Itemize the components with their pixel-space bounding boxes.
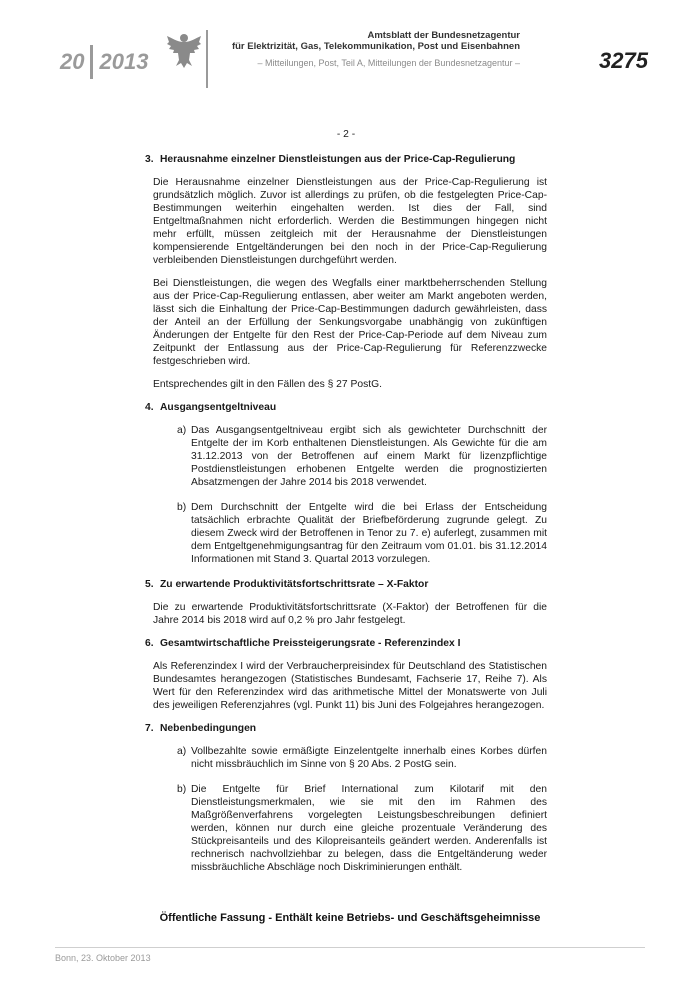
public-version-notice: Öffentliche Fassung - Enthält keine Betriebs- und Geschäftsgeheimnisse: [159, 912, 541, 924]
section-title: Zu erwartende Produktivitätsfortschrittsrate – X-Faktor: [160, 579, 429, 590]
header-title: [218, 30, 520, 52]
issue-year: 2013: [99, 49, 149, 74]
section-5-heading: [145, 578, 547, 591]
section-3-paragraph-1: Die Herausnahme einzelner Dienstleistungen aus der Price-Cap-Regulierung ist grundsätzlich möglich. Zuvor ist allerdings zu prüfen, ob die festgelegten Price-Cap-Bestimmungen weiterhin eingehalten werden. Ist dies der Fall, sind Entgeltmaßnahmen nicht erforderlich. Werden die Bestimmungen hingegen nicht mehr erfüllt, müssen zeitgleich mit der Herausnahme der Dienstleistungen kompensierende Entgeltänderungen bei den noch in der Price-Cap-Regulierung verbleibenden Dienstleistungen durchgeführt werden.: [153, 177, 547, 266]
item-text: Die Entgelte für Brief International zum Kilotarif mit den Dienstleistungsmerkmalen, wie sie mit den im Rahmen des Maßgrößenverfahrens vorgelegten Leistungsbeschreibungen definiert werden, können nur durch eine gleiche prozentuale Veränderung des Stückpreisanteils und des Kilopreisanteils geändert werden. Anderenfalls ist rechnerisch nachvollziehbar zu belegen, dass die Entgeltänderung weder missbräuchliche Abschläge noch Diskriminierungen enthält.: [191, 784, 547, 873]
section-title: Herausnahme einzelner Dienstleistungen aus der Price-Cap-Regulierung: [160, 154, 516, 165]
section-title: Nebenbedingungen: [160, 723, 257, 734]
header-title-line-2: für Elektrizität, Gas, Telekommunikation, Post und Eisenbahnen: [231, 41, 520, 52]
section-4-item-a: [177, 424, 547, 489]
page-number: 3275: [599, 48, 648, 73]
item-text: Das Ausgangsentgeltniveau ergibt sich als gewichteter Durchschnitt der Entgelte der im Korb enthaltenen Dienstleistungen. Als Gewichte für die am 31.12.2013 von der Betroffenen auf einem Markt für lizenzpflichtige Postdienstleistungen erhobenen Entgelte werden die prognostizierten Absatzmengen der Jahre 2014 bis 2018 verwendet.: [191, 425, 547, 488]
issue-separator: [90, 45, 93, 79]
section-4-heading: [145, 401, 547, 414]
section-5-paragraph-1: Die zu erwartende Produktivitätsfortschrittsrate (X-Faktor) der Betroffenen für die Jahre 2014 bis 2018 wird auf 0,2 % pro Jahr festgelegt.: [153, 602, 547, 626]
item-label: b): [177, 784, 187, 795]
section-title: Gesamtwirtschaftliche Preissteigerungsrate - Referenzindex I: [160, 638, 461, 649]
section-3-heading: [145, 153, 547, 166]
section-number: 6.: [145, 638, 154, 649]
section-7-item-b: [177, 783, 547, 874]
issue-label: [60, 45, 148, 79]
section-6-heading: [145, 637, 547, 650]
section-7-item-a: [177, 745, 547, 771]
section-number: 7.: [145, 723, 154, 734]
section-7-heading: [145, 722, 547, 735]
item-label: a): [177, 425, 187, 436]
section-number: 4.: [145, 402, 154, 413]
issue-number: 20: [60, 49, 85, 74]
item-label: b): [177, 502, 187, 513]
document-body: [145, 128, 547, 886]
footer-date: Bonn, 23. Oktober 2013: [55, 953, 151, 963]
item-label: a): [177, 746, 187, 757]
item-text: Vollbezahlte sowie ermäßigte Einzelentgelte innerhalb eines Korbes dürfen nicht missbräuchlich im Sinne von § 20 Abs. 2 PostG sein.: [191, 746, 547, 770]
section-number: 3.: [145, 154, 154, 165]
federal-eagle-icon: [166, 30, 202, 70]
footer-divider: [55, 947, 645, 948]
section-6-paragraph-1: Als Referenzindex I wird der Verbraucherpreisindex für Deutschland des Statistischen Bundesamtes herangezogen (Statistisches Bundesamt, Fachserie 17, Reihe 7). Als Wert für den Referenzindex wird das arithmetische Mittel der Monatswerte von Juli des jeweiligen Referenzjahres (vgl. Punkt 11) bis Juni des Folgejahres herangezogen.: [153, 661, 547, 711]
section-4-item-b: [177, 501, 547, 566]
section-3-paragraph-3: Entsprechendes gilt in den Fällen des § 27 PostG.: [153, 379, 382, 390]
item-text: Dem Durchschnitt der Entgelte wird die bei Erlass der Entscheidung tatsächlich erbrachte Qualität der Briefbeförderung zugrunde gelegt. Zu diesem Zweck wird der Betroffenen in Tenor zu 7. e) auferlegt, zusammen mit dem Entgeltgenehmigungsantrag für den Zeitraum vom 01.01. bis 31.12.2014 Informationen mit Stand 3. Quartal 2013 vorzulegen.: [191, 502, 547, 565]
header-subtitle: – Mitteilungen, Post, Teil A, Mitteilungen der Bundesnetzagentur –: [257, 58, 520, 68]
section-3-paragraph-2: Bei Dienstleistungen, die wegen des Wegfalls einer marktbeherrschenden Stellung aus der Price-Cap-Regulierung entlassen, aber weiter am Markt angeboten werden, lässt sich die Einhaltung der Price-Cap-Bestimmungen dadurch gewährleisten, dass der Anteil an der Erfüllung der Senkungsvorgabe unabhängig von zukünftigen Änderungen der Entgelte für den Rest der Price-Cap-Periode auf dem Niveau zum Zeitpunkt der Entlassung aus der Price-Cap-Regulierung für Referenzzwecke festgeschrieben wird.: [153, 278, 547, 367]
page-marker: - 2 -: [336, 129, 356, 140]
header-title-line-1: Amtsblatt der Bundesnetzagentur: [367, 30, 520, 41]
section-title: Ausgangsentgeltniveau: [160, 402, 277, 413]
section-number: 5.: [145, 579, 154, 590]
header-divider: [206, 30, 208, 88]
